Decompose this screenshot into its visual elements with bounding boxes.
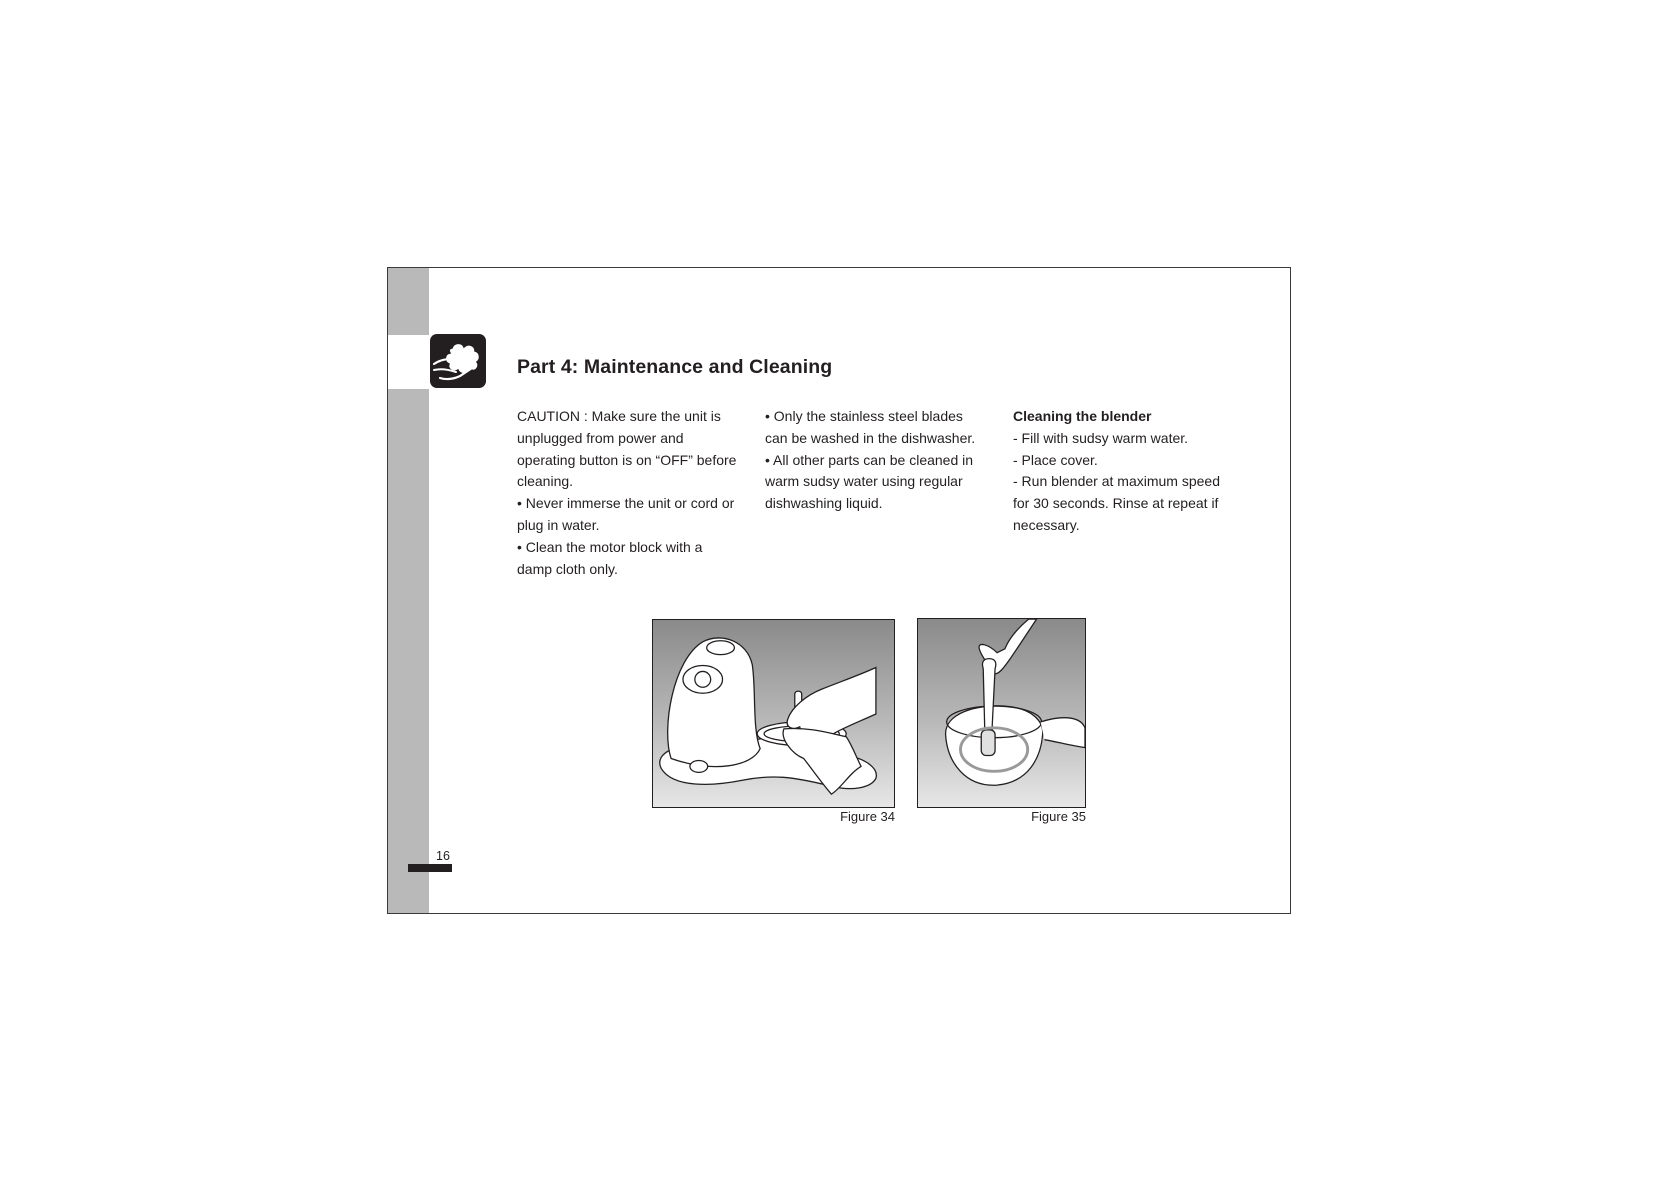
manual-page bbox=[387, 267, 1291, 914]
dishwasher-note: • Only the stainless steel blades can be washed in the dishwasher. bbox=[765, 408, 976, 446]
figure-34-illustration bbox=[652, 619, 895, 808]
cleaning-blender-column bbox=[1013, 406, 1233, 537]
step-cover: - Place cover. bbox=[1013, 451, 1098, 468]
immerse-warning: • Never immerse the unit or cord or plug in water. bbox=[517, 495, 735, 533]
hand-washing-icon bbox=[430, 334, 486, 388]
page-number-bar bbox=[408, 864, 452, 872]
motor-block-instruction: • Clean the motor block with a damp cloth only. bbox=[517, 538, 703, 577]
cleaning-blender-subheading: Cleaning the blender bbox=[1013, 408, 1152, 424]
figure-34-caption: Figure 34 bbox=[840, 809, 895, 824]
caution-column bbox=[517, 406, 739, 580]
dishwasher-column bbox=[765, 406, 987, 515]
side-strip-notch bbox=[388, 335, 429, 389]
figure-35-caption: Figure 35 bbox=[1031, 809, 1086, 824]
page-number: 16 bbox=[436, 849, 450, 863]
step-fill: - Fill with sudsy warm water. bbox=[1013, 429, 1189, 446]
caution-paragraph: CAUTION : Make sure the unit is unplugged from power and operating button is on “OFF” before cleaning. bbox=[517, 408, 737, 490]
section-heading: Part 4: Maintenance and Cleaning bbox=[517, 356, 833, 378]
figure-35-illustration bbox=[917, 618, 1086, 808]
step-run: - Run blender at maximum speed for 30 seconds. Rinse at repeat if necessary. bbox=[1013, 473, 1220, 533]
warm-water-note: • All other parts can be cleaned in warm sudsy water using regular dishwashing liquid. bbox=[765, 451, 974, 512]
